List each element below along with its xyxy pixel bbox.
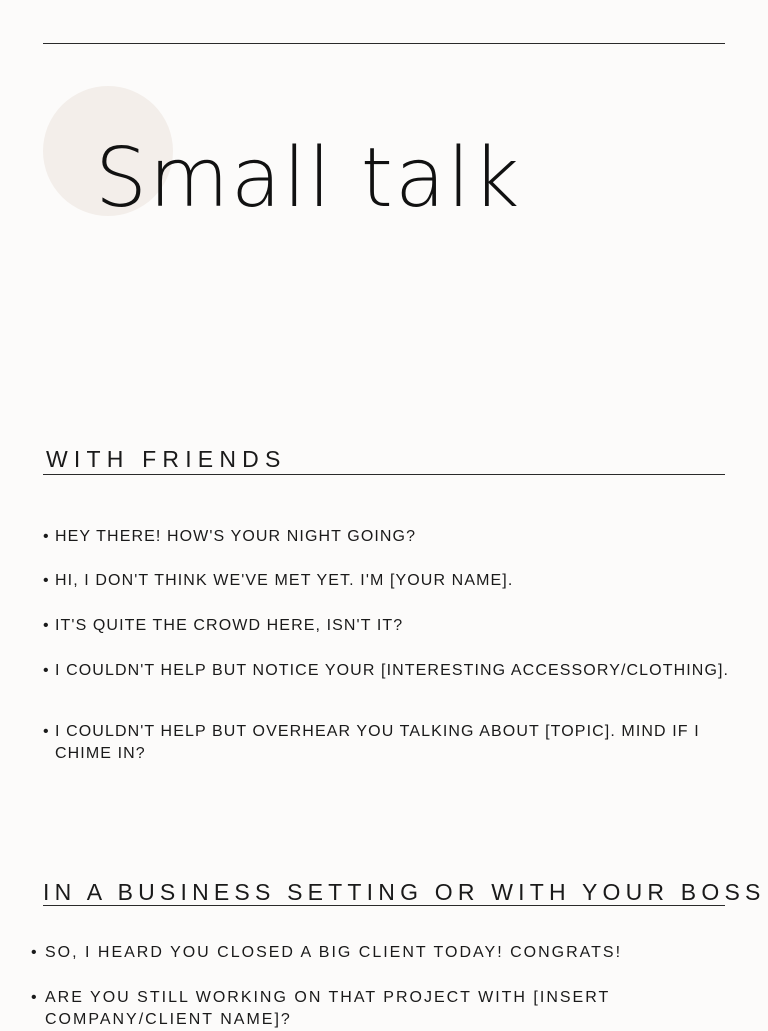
list-item-text: ARE YOU STILL WORKING ON THAT PROJECT WITH [INSERT COMPANY/CLIENT NAME]? bbox=[45, 989, 610, 1028]
bullet-icon: • bbox=[43, 662, 50, 679]
section-heading-business: IN A BUSINESS SETTING OR WITH YOUR BOSS bbox=[43, 879, 766, 905]
bullet-icon: • bbox=[43, 572, 50, 589]
list-item-text: I COULDN'T HELP BUT NOTICE YOUR [INTERESTING ACCESSORY/CLOTHING]. bbox=[55, 662, 730, 679]
page-title: Small talk bbox=[95, 131, 522, 226]
list-item bbox=[43, 526, 416, 548]
bullet-icon: • bbox=[43, 723, 50, 740]
list-item bbox=[43, 660, 729, 682]
section-heading-friends: WITH FRIENDS bbox=[46, 446, 287, 472]
bullet-icon: • bbox=[31, 944, 39, 961]
list-item bbox=[43, 615, 403, 637]
list-item bbox=[31, 942, 671, 964]
list-item-text: I COULDN'T HELP BUT OVERHEAR YOU TALKING ABOUT [TOPIC]. MIND IF I CHIME IN? bbox=[55, 723, 700, 762]
section-divider-friends bbox=[43, 474, 725, 475]
bullet-icon: • bbox=[43, 528, 50, 545]
list-item-text: SO, I HEARD YOU CLOSED A BIG CLIENT TODAY! CONGRATS! bbox=[45, 944, 623, 961]
list-item bbox=[43, 570, 513, 592]
list-item bbox=[43, 721, 725, 765]
section-divider-business bbox=[43, 905, 725, 906]
bullet-icon: • bbox=[31, 989, 39, 1006]
list-item-text: IT'S QUITE THE CROWD HERE, ISN'T IT? bbox=[55, 617, 404, 634]
top-divider bbox=[43, 43, 725, 44]
list-item bbox=[31, 987, 671, 1031]
list-item-text: HEY THERE! HOW'S YOUR NIGHT GOING? bbox=[55, 528, 417, 545]
bullet-icon: • bbox=[43, 617, 50, 634]
list-item-text: HI, I DON'T THINK WE'VE MET YET. I'M [YOUR NAME]. bbox=[55, 572, 514, 589]
